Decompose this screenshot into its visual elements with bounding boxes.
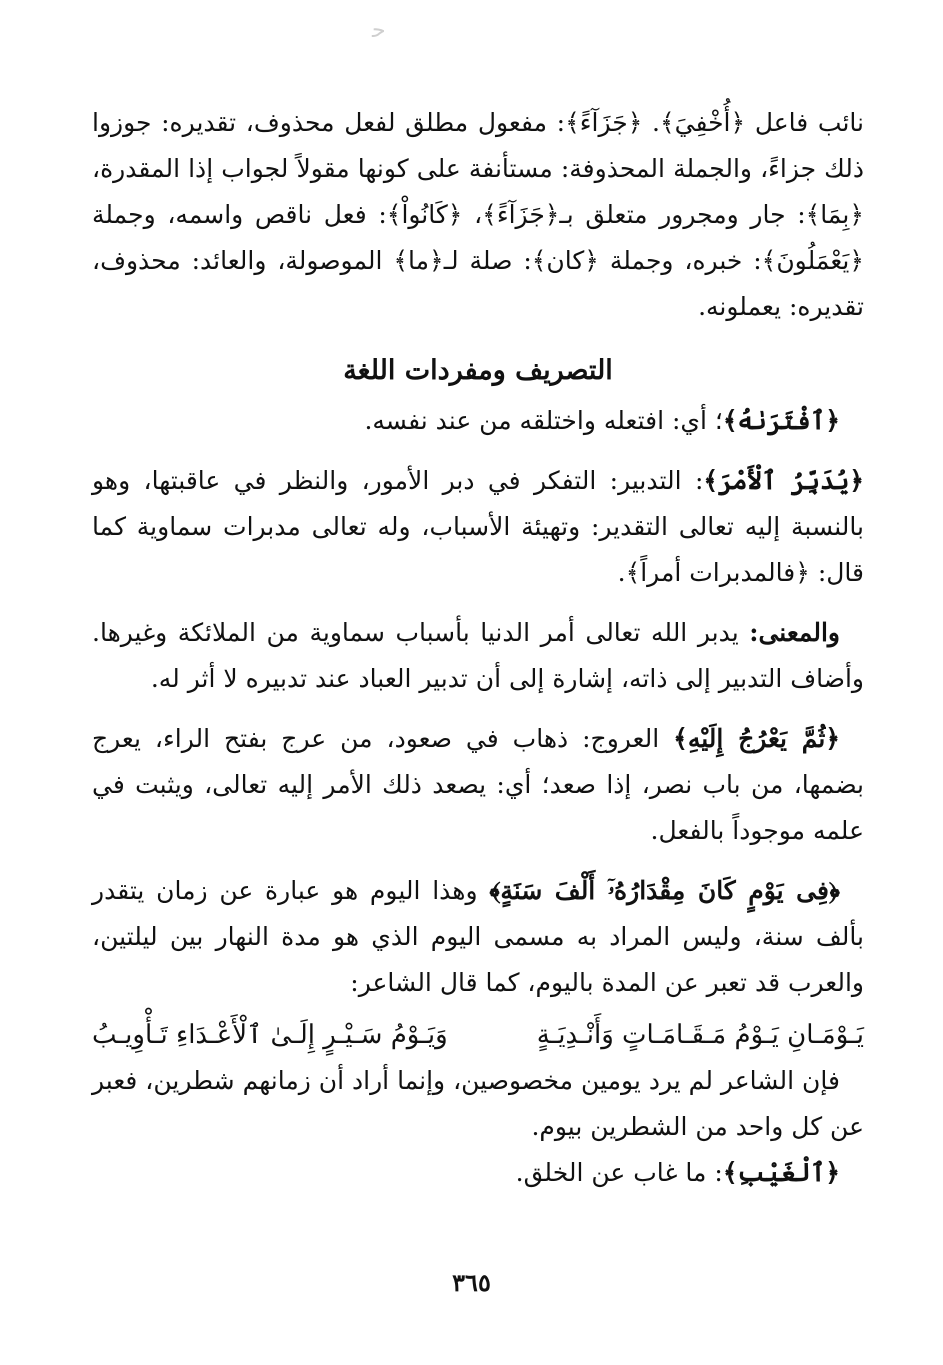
paragraph-text: : ما غاب عن الخلق. <box>515 1158 723 1187</box>
quran-quote: ﴿ٱلْغَيْبِ﴾ <box>722 1158 840 1187</box>
paragraph-yudabbir <box>92 458 864 596</box>
quran-quote: ﴿فِى يَوْمٍ كَانَ مِقْدَارُهُۥٓ أَلْفَ سَنَةٍ﴾ <box>489 876 840 905</box>
paragraph-syntax: نائب فاعل ﴿أُخْفِيَ﴾. ﴿جَزَآءً﴾: مفعول مطلق لفعل محذوف، تقديره: جوزوا ذلك جزاءً، والجملة المحذوفة: مستأنفة على كونها مقولاً لجواب إذا المقدرة، ﴿بِمَا﴾: جار ومجرور متعلق بـ﴿جَزَآءً﴾، ﴿كَانُواْ﴾: فعل ناقص واسمه، وجملة ﴿يَعْمَلُونَ﴾: خبره، وجملة ﴿كان﴾: صلة لـ﴿ما﴾ الموصولة، والعائد: محذوف، تقديره: يعملونه. <box>92 108 864 321</box>
poem-second-hemistich: وَيَـوْمُ سَـيْـرٍ إِلَـىٰ ٱلْأَعْـدَاءِ تَـأْوِيـبُ <box>92 1020 448 1050</box>
paragraph-text: : التدبير: التفكر في دبر الأمور، والنظر في عاقبتها، وهو بالنسبة إليه تعالى التقدير: وتهيئة الأسباب، وله تعالى مدبرات سماوية كما قال: ﴿فالمدبرات أمراً﴾. <box>92 466 864 587</box>
paragraph-yaruju <box>92 716 864 854</box>
paragraph-yawm <box>92 868 864 1006</box>
paragraph-poet-explanation: فإن الشاعر لم يرد يومين مخصوصين، وإنما أراد أن زمانهم شطرين، فعبر عن كل واحد من الشطرين بيوم. <box>92 1066 864 1141</box>
paragraph-meaning <box>92 610 864 702</box>
page-body <box>92 100 864 1196</box>
paragraph-ghayb <box>92 1150 864 1196</box>
paragraph-text: يدبر الله تعالى أمر الدنيا بأسباب سماوية من الملائكة وغيرها. وأضاف التدبير إلى ذاته، إشارة إلى أن تدبير العباد عند تدبيره لا أثر له. <box>92 618 864 693</box>
meaning-label: والمعنى: <box>749 618 840 647</box>
quran-quote: ﴿ثُمَّ يَعْرُجُ إِلَيْهِ﴾ <box>673 724 840 753</box>
section-heading: التصريف ومفردات اللغة <box>343 355 613 386</box>
quran-quote: ﴿يُدَبِّرُ ٱلْأَمْرَ﴾ <box>703 466 864 495</box>
page-number: ٣٦٥ <box>452 1268 491 1297</box>
paragraph-text: وهذا اليوم هو عبارة عن زمان يتقدر بألف سنة، وليس المراد به مسمى اليوم الذي هو مدة النهار بين ليلتين، والعرب قد تعبر عن المدة باليوم، كما قال الشاعر: <box>92 876 864 997</box>
poem-verse <box>92 1012 864 1058</box>
paragraph-text: ؛ أي: افتعله واختلقه من عند نفسه. <box>364 406 723 435</box>
quran-quote: ﴿ٱفْتَرَىٰهُ﴾ <box>722 406 840 435</box>
top-mark: ﺣ <box>372 18 386 43</box>
paragraph-text: العروج: ذهاب في صعود، من عرج بفتح الراء، يعرج بضمها، من باب نصر، إذا صعد؛ أي: يصعد ذلك الأمر إليه تعالى، ويثبت في علمه موجوداً بالفعل. <box>92 724 864 845</box>
poem-first-hemistich: يَـوْمَـانِ يَـوْمُ مَـقَـامَـاتٍ وَأَنْـدِيَـةٍ <box>536 1020 864 1050</box>
paragraph-iftarahu <box>92 398 864 444</box>
